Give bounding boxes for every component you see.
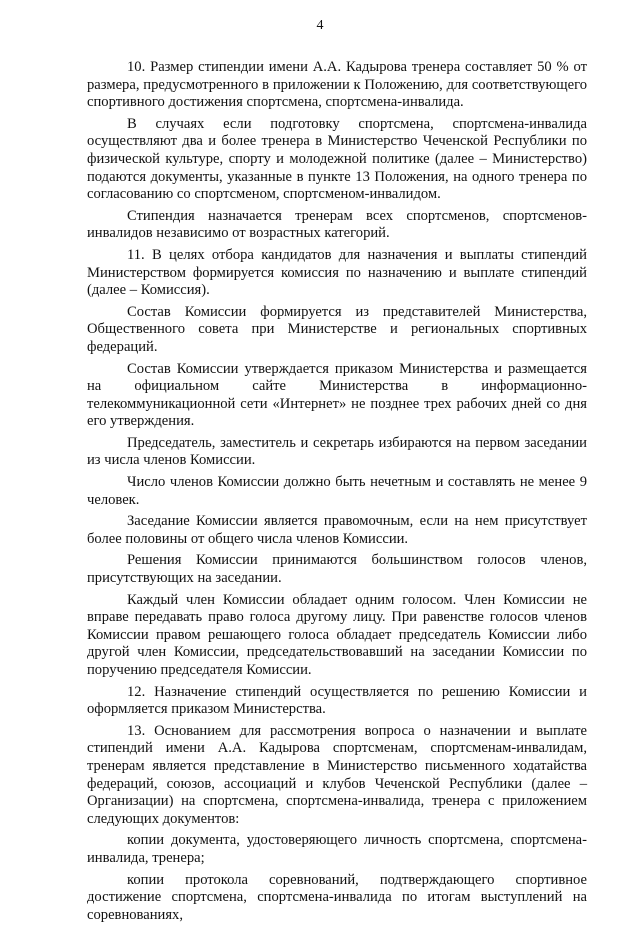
paragraph: 10. Размер стипендии имени А.А. Кадырова тренера составляет 50 % от размера, предусмотренного в приложении к Положению, для соответствующего спортивного достижения спортсмена, спортсмена-инвалида.: [87, 59, 587, 111]
paragraph: 13. Основанием для рассмотрения вопроса о назначении и выплате стипендий имени А.А. Кадырова спортсменам, спортсменам-инвалидам, тренерам является представление в Министерство письменного ходатайства федераций, союзов, ассоциаций и клубов Чеченской Республики (далее – Организации) на спортсмена, спортсмена-инвалида, тренера с приложением следующих документов:: [87, 722, 587, 827]
paragraph: копии протокола соревнований, подтверждающего спортивное достижение спортсмена, спортсмена-инвалида по итогам выступлений на соревнованиях,: [87, 871, 587, 923]
paragraph: Заседание Комиссии является правомочным, если на нем присутствует более половины от общего числа членов Комиссии.: [87, 513, 587, 547]
document-body: [87, 59, 587, 928]
paragraph: Число членов Комиссии должно быть нечетным и составлять не менее 9 человек.: [87, 474, 587, 508]
paragraph: Решения Комиссии принимаются большинством голосов членов, присутствующих на заседании.: [87, 552, 587, 587]
paragraph: Состав Комиссии формируется из представителей Министерства, Общественного совета при Министерстве и региональных спортивных федераций.: [87, 303, 587, 355]
paragraph: Стипендия назначается тренерам всех спортсменов, спортсменов-инвалидов независимо от возрастных категорий.: [87, 207, 587, 242]
page-number: 4: [316, 18, 324, 33]
paragraph: Состав Комиссии утверждается приказом Министерства и размещается на официальном сайте Министерства в информационно-телекоммуникационной сети «Интернет» не позднее трех рабочих дней со дня его утверждения.: [87, 360, 587, 430]
paragraph: копии документа, удостоверяющего личность спортсмена, спортсмена-инвалида, тренера;: [87, 832, 587, 866]
paragraph: Каждый член Комиссии обладает одним голосом. Член Комиссии не вправе передавать право голоса другому лицу. При равенстве голосов членов Комиссии правом решающего голоса обладает председатель Комиссии либо другой член Комиссии, председательствовавший на заседании Комиссии по поручению председателя Комиссии.: [87, 591, 587, 678]
paragraph: В случаях если подготовку спортсмена, спортсмена-инвалида осуществляют два и более тренера в Министерство Чеченской Республики по физической культуре, спорту и молодежной политике (далее – Министерство) подаются документы, указанные в пункте 13 Положения, на одного тренера по согласованию со спортсменом, спортсменом-инвалидом.: [87, 115, 587, 203]
paragraph: 11. В целях отбора кандидатов для назначения и выплаты стипендий Министерством формируется комиссия по назначению и выплате стипендий (далее – Комиссия).: [87, 246, 587, 299]
paragraph: 12. Назначение стипендий осуществляется по решению Комиссии и оформляется приказом Министерства.: [87, 683, 587, 718]
paragraph: Председатель, заместитель и секретарь избираются на первом заседании из числа членов Комиссии.: [87, 434, 587, 469]
